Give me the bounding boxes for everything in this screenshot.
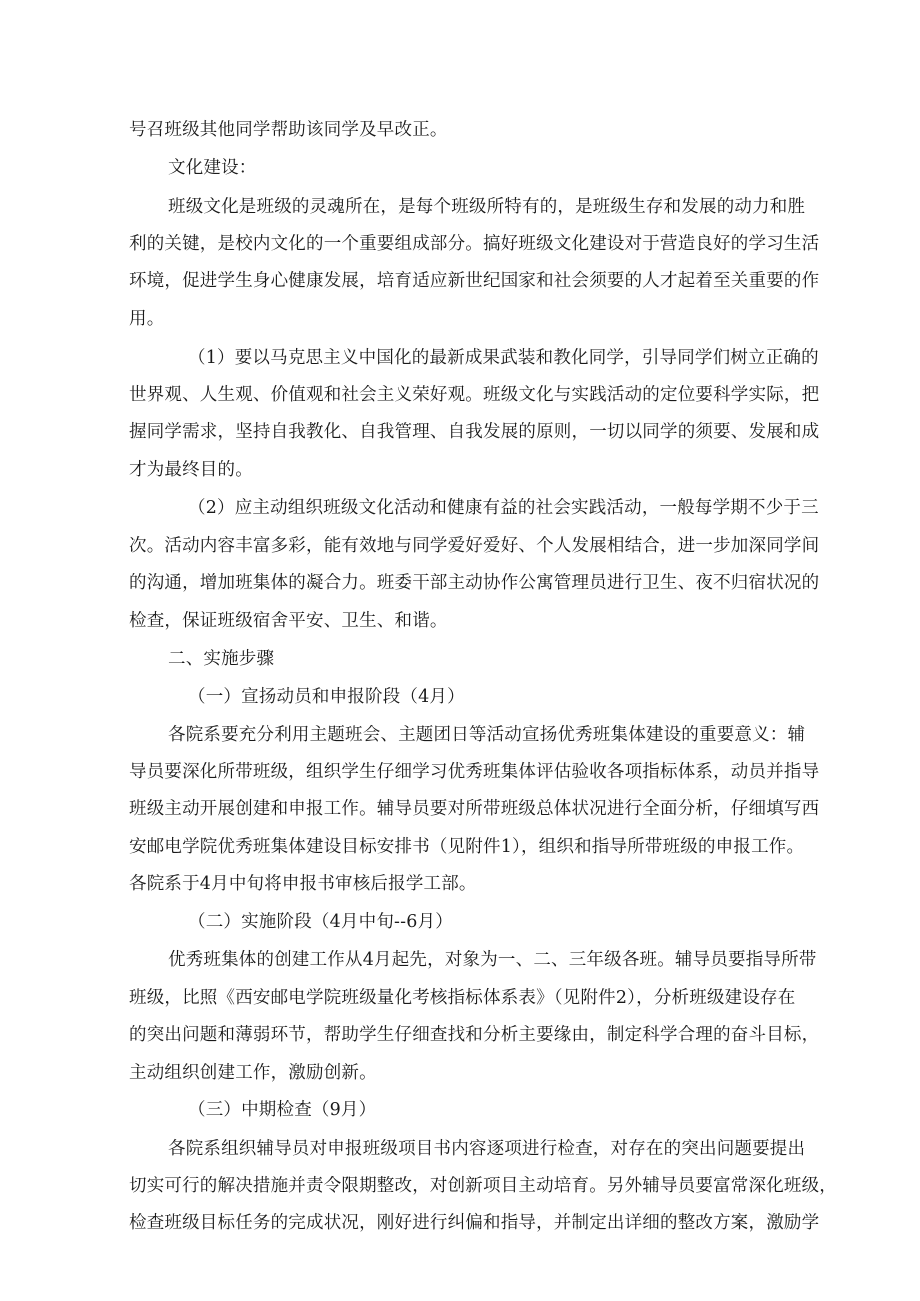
text-line: 导员要深化所带班级，组织学生仔细学习优秀班集体评估验收各项指标体系，动员并指导 xyxy=(129,762,820,782)
text-line: 各院系要充分利用主题班会、主题团日等活动宣扬优秀班集体建设的重要意义：辅 xyxy=(168,725,806,745)
text-line: 主动组织创建工作，激励创新。 xyxy=(129,1063,377,1083)
text-line: 的沟通，增加班集体的凝合力。班委干部主动协作公寓管理员进行卫生、夜不归宿状况的 xyxy=(129,573,820,593)
text-line: 检查，保证班级宿舍平安、卫生、和谐。 xyxy=(129,611,448,631)
text-line: 号召班级其他同学帮助该同学及早改正。 xyxy=(129,120,448,140)
text-line: 才为最终目的。 xyxy=(129,460,253,480)
subsection-heading: （一）宣扬动员和申报阶段（4月） xyxy=(188,687,465,707)
text-line: 各院系组织辅导员对申报班级项目书内容逐项进行检查，对存在的突出问题要提出 xyxy=(168,1139,806,1159)
text-line: 世界观、人生观、价值观和社会主义荣好观。班级文化与实践活动的定位要科学实际，把 xyxy=(129,385,820,405)
text-line: （2）应主动组织班级文化活动和健康有益的社会实践活动，一般每学期不少于三 xyxy=(188,498,819,518)
section-label: 文化建设： xyxy=(168,158,257,178)
text-line: 握同学需求，坚持自我教化、自我管理、自我发展的原则，一切以同学的须要、发展和成 xyxy=(129,422,820,442)
text-line: 班级主动开展创建和申报工作。辅导员要对所带班级总体状况进行全面分析，仔细填写西 xyxy=(129,799,820,819)
text-line: 环境，促进学生身心健康发展，培育适应新世纪国家和社会须要的人才起着至关重要的作 xyxy=(129,271,820,291)
text-line: （1）要以马克思主义中国化的最新成果武装和教化同学，引导同学们树立正确的 xyxy=(188,348,819,368)
section-heading: 二、实施步骤 xyxy=(168,649,275,669)
text-line: 用。 xyxy=(129,309,165,329)
text-line: 切实可行的解决措施并责令限期整改，对创新项目主动培育。另外辅导员要富常深化班级， xyxy=(129,1176,837,1196)
subsection-heading: （三）中期检查（9月） xyxy=(188,1100,377,1120)
text-line: 检查班级目标任务的完成状况，刚好进行纠偏和指导，并制定出详细的整改方案，激励学 xyxy=(129,1213,820,1233)
text-line: 的突出问题和薄弱环节，帮助学生仔细查找和分析主要缘由，制定科学合理的奋斗目标， xyxy=(129,1025,820,1045)
text-line: 安邮电学院优秀班集体建设目标安排书（见附件1），组织和指导所带班级的申报工作。 xyxy=(129,837,805,857)
text-line: 班级，比照《西安邮电学院班级量化考核指标体系表》（见附件2），分析班级建设存在 xyxy=(129,988,796,1008)
text-line: 优秀班集体的创建工作从4月起先，对象为一、二、三年级各班。辅导员要指导所带 xyxy=(168,950,817,970)
text-line: 各院系于4月中旬将申报书审核后报学工部。 xyxy=(129,874,477,894)
text-line: 班级文化是班级的灵魂所在，是每个班级所特有的，是班级生存和发展的动力和胜 xyxy=(168,197,806,217)
text-line: 利的关键，是校内文化的一个重要组成部分。搞好班级文化建设对于营造良好的学习生活 xyxy=(129,234,820,254)
subsection-heading: （二）实施阶段（4月中旬--6月） xyxy=(188,912,453,932)
text-line: 次。活动内容丰富多彩，能有效地与同学爱好爱好、个人发展相结合，进一步加深同学间 xyxy=(129,536,820,556)
